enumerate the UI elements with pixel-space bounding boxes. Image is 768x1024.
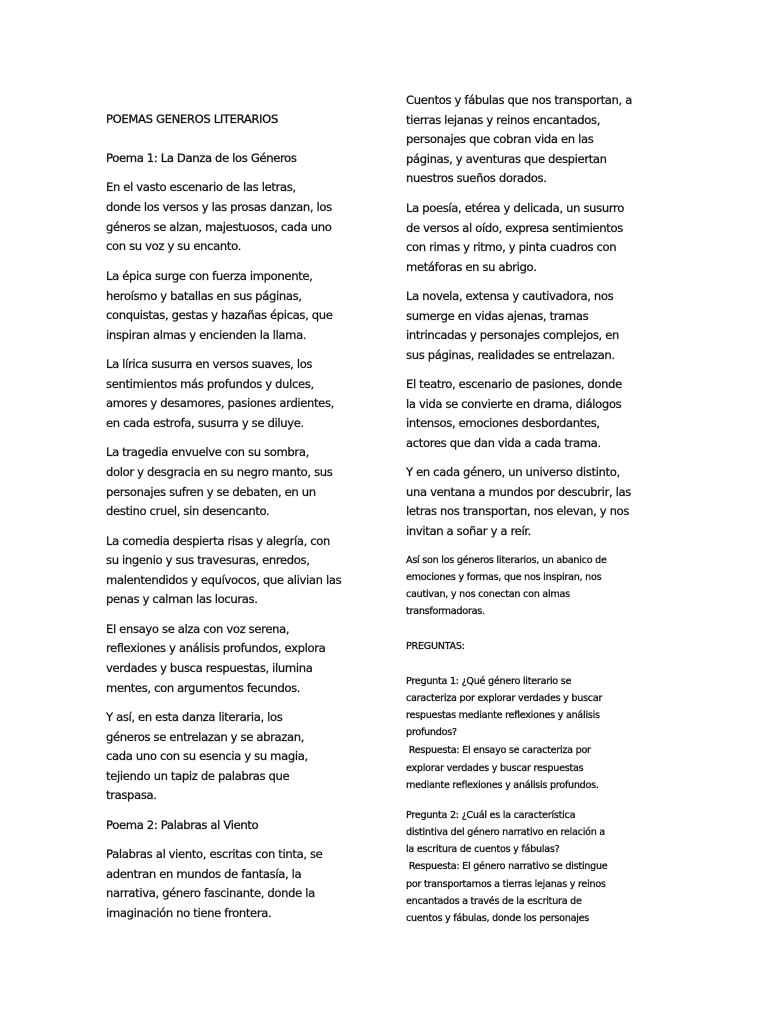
poem-2-title: Poema 2: Palabras al Viento <box>106 818 259 832</box>
text-line: encantados a través de la escritura de <box>406 896 582 907</box>
text-line: mentes, con argumentos fecundos. <box>106 681 301 695</box>
text-line: La épica surge con fuerza imponente, <box>106 269 313 283</box>
text-line: en cada estrofa, susurra y se diluye. <box>106 416 304 430</box>
text-line: con su voz y su encanto. <box>106 239 241 253</box>
text-line: donde los versos y las prosas danzan, los <box>106 200 332 214</box>
text-line: reflexiones y análisis profundos, explora <box>106 641 326 655</box>
text-line: Pregunta 2: ¿Cuál es la característica <box>406 810 576 821</box>
text-line: La tragedia envuelve con su sombra, <box>106 445 309 459</box>
text-line: transformadoras. <box>406 606 485 617</box>
text-line: una ventana a mundos por descubrir, las <box>406 485 631 499</box>
text-line: cuentos y fábulas, donde los personajes <box>406 913 590 924</box>
text-line: El ensayo se alza con voz serena, <box>106 622 290 636</box>
text-line: Y así, en esta danza literaria, los <box>106 710 283 724</box>
text-line: personajes que cobran vida en las <box>406 132 594 146</box>
text-line: con rimas y ritmo, y pinta cuadros con <box>406 240 617 254</box>
text-line: En el vasto escenario de las letras, <box>106 180 296 194</box>
text-line: La comedia despierta risas y alegría, con <box>106 534 331 548</box>
text-line: imaginación no tiene frontera. <box>106 906 272 920</box>
text-line: penas y calman las locuras. <box>106 592 258 606</box>
poem-1-title: Poema 1: La Danza de los Géneros <box>106 151 297 165</box>
text-line: letras nos transportan, nos elevan, y nos <box>406 504 630 518</box>
text-line: géneros se alzan, majestuosos, cada uno <box>106 220 332 234</box>
text-line: La lírica susurra en versos suaves, los <box>106 357 313 371</box>
text-line: Respuesta: El ensayo se caracteriza por <box>406 745 591 756</box>
text-line: la vida se convierte en drama, diálogos <box>406 397 622 411</box>
text-line: páginas, y aventuras que despiertan <box>406 152 607 166</box>
text-line: de versos al oído, expresa sentimientos <box>406 221 623 235</box>
text-line: tierras lejanas y reinos encantados, <box>406 113 601 127</box>
text-line: Respuesta: El género narrativo se distingue <box>406 861 608 872</box>
text-line: explorar verdades y buscar respuestas <box>406 763 584 774</box>
text-line: Y en cada género, un universo distinto, <box>406 465 620 479</box>
text-line: destino cruel, sin desencanto. <box>106 504 270 518</box>
text-line: tejiendo un tapiz de palabras que <box>106 769 290 783</box>
text-line: su ingenio y sus travesuras, enredos, <box>106 553 310 567</box>
text-line: cada uno con su esencia y su magia, <box>106 749 308 763</box>
text-line: sumerge en vidas ajenas, tramas <box>406 309 589 323</box>
text-line: conquistas, gestas y hazañas épicas, que <box>106 308 333 322</box>
text-line: Así son los géneros literarios, un abanico de <box>406 555 607 566</box>
text-line: malentendidos y equívocos, que alivian las <box>106 573 342 587</box>
text-line: heroísmo y batallas en sus páginas, <box>106 289 302 303</box>
text-line: sus páginas, realidades se entrelazan. <box>406 348 615 362</box>
text-line: personajes sufren y se debaten, en un <box>106 485 316 499</box>
text-line: Pregunta 1: ¿Qué género literario se <box>406 676 572 687</box>
text-line: verdades y busca respuestas, ilumina <box>106 661 313 675</box>
text-line: traspasa. <box>106 788 157 802</box>
text-line: mediante reflexiones y análisis profundos. <box>406 780 599 791</box>
text-line: Palabras al viento, escritas con tinta, se <box>106 847 323 861</box>
questions-heading: PREGUNTAS: <box>406 641 465 652</box>
text-line: caracteriza por explorar verdades y buscar <box>406 693 603 704</box>
text-line: metáforas en su abrigo. <box>406 260 537 274</box>
text-line: La novela, extensa y cautivadora, nos <box>406 289 614 303</box>
text-line: La poesía, etérea y delicada, un susurro <box>406 201 624 215</box>
text-line: adentran en mundos de fantasía, la <box>106 867 302 881</box>
text-line: invitan a soñar y a reír. <box>406 524 532 538</box>
document-title: POEMAS GENEROS LITERARIOS <box>106 112 278 126</box>
text-line: emociones y formas, que nos inspiran, nos <box>406 572 602 583</box>
text-line: nuestros sueños dorados. <box>406 171 547 185</box>
text-line: Cuentos y fábulas que nos transportan, a <box>406 93 632 107</box>
text-line: El teatro, escenario de pasiones, donde <box>406 377 622 391</box>
text-line: respuestas mediante reflexiones y análisis <box>406 710 600 721</box>
text-line: distintiva del género narrativo en relación a <box>406 827 605 838</box>
text-line: actores que dan vida a cada trama. <box>406 436 601 450</box>
text-line: sentimientos más profundos y dulces, <box>106 377 314 391</box>
text-line: dolor y desgracia en su negro manto, sus <box>106 465 333 479</box>
text-line: narrativa, género fascinante, donde la <box>106 886 315 900</box>
text-line: cautivan, y nos conectan con almas <box>406 589 570 600</box>
text-line: intrincadas y personajes complejos, en <box>406 328 619 342</box>
text-line: intensos, emociones desbordantes, <box>406 416 600 430</box>
text-line: la escritura de cuentos y fábulas? <box>406 844 560 855</box>
text-line: profundos? <box>406 727 457 738</box>
text-line: inspiran almas y encienden la llama. <box>106 328 307 342</box>
text-line: géneros se entrelazan y se abrazan, <box>106 730 305 744</box>
text-line: amores y desamores, pasiones ardientes, <box>106 396 334 410</box>
text-line: por transportarnos a tierras lejanas y reinos <box>406 879 606 890</box>
